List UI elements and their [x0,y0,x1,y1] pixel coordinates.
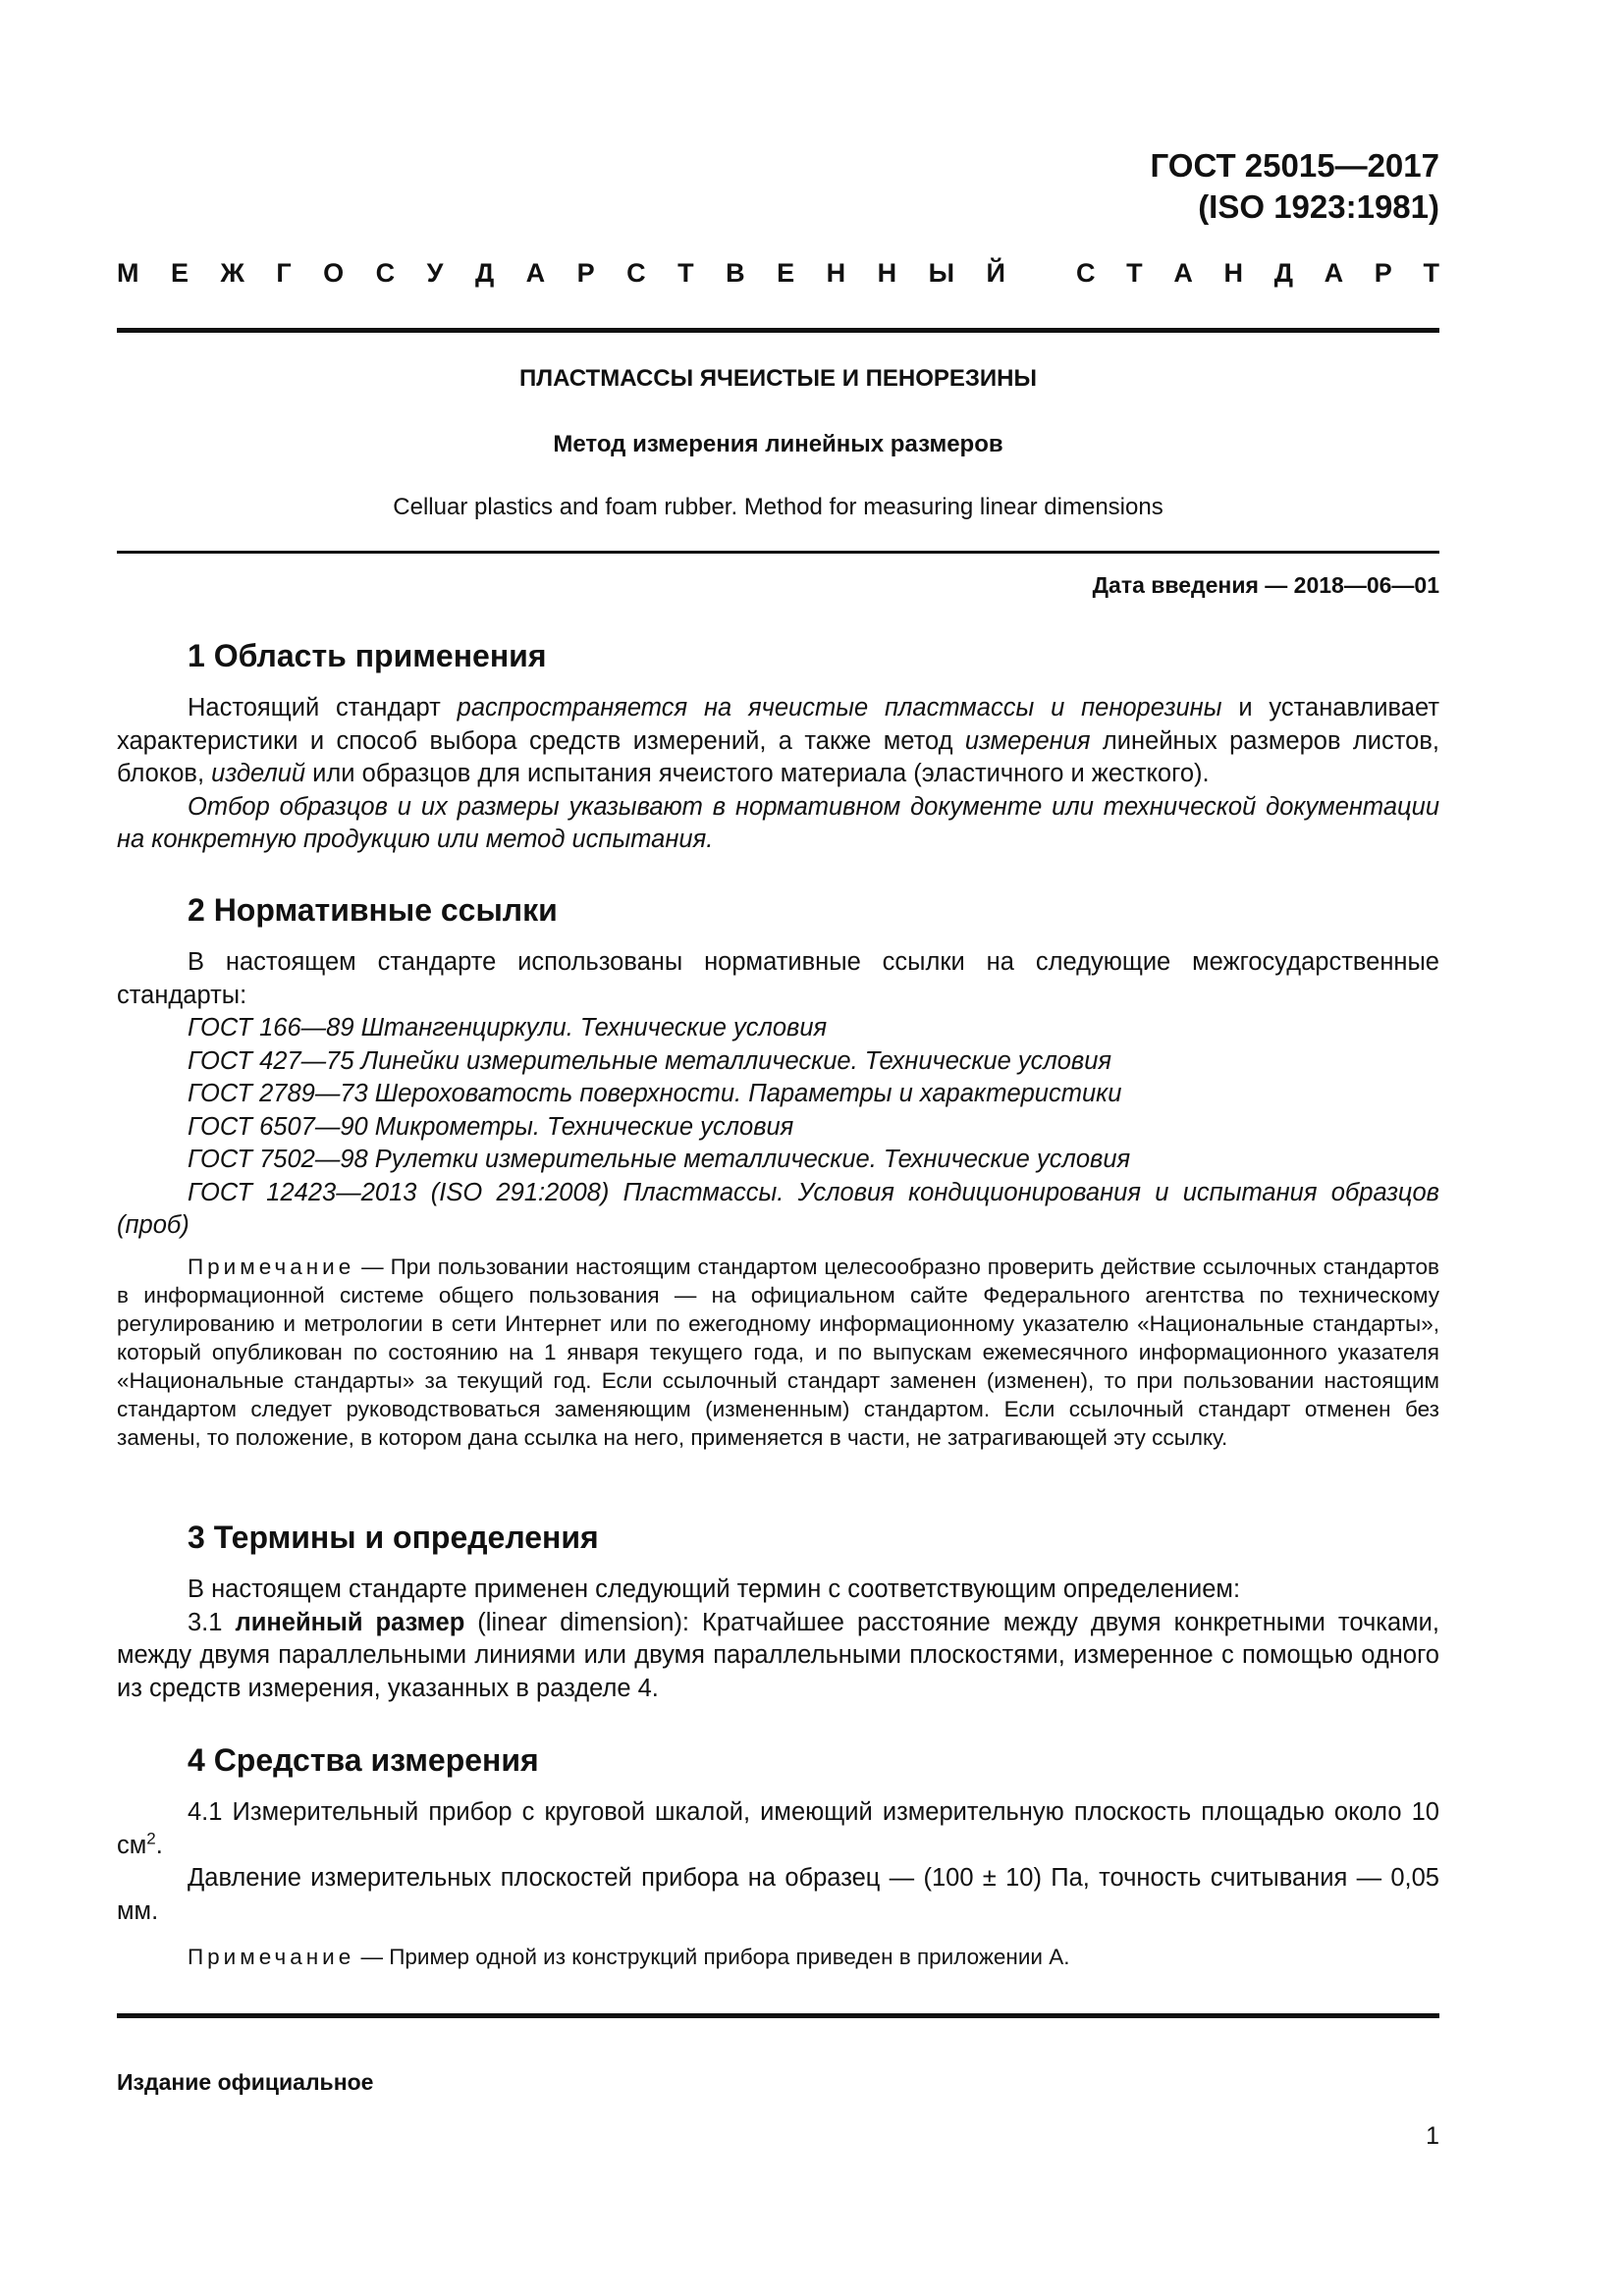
banner-letter: Ы [928,258,955,288]
banner-letter: Й [986,258,1005,288]
banner-letter: Т [677,258,694,288]
section-4-note [117,1943,1439,1971]
interstate-standard-banner [117,255,1439,291]
section-3-intro: В настоящем стандарте применен следующий термин с соответствующим определением: [188,1575,1241,1603]
document-page [117,0,1439,2296]
banner-letter: Ж [220,258,244,288]
section-1-paragraph-2: Отбор образцов и их размеры указывают в нормативном документе или технической документации на конкретную продукцию или метод испытания. [117,792,1439,853]
reference-item: ГОСТ 7502—98 Рулетки измерительные металлические. Технические условия [188,1146,1131,1173]
banner-letter: М [117,258,139,288]
section-1-paragraph-1: Настоящий стандарт распространяется на ячеистые пластмассы и пенорезины и устанавливает характеристики и способ выбора средств измерений, а также метод измерения линейных размеров листов, блоков, изделий или образцов для испытания ячеистого материала (эластичного и жесткого). [117,694,1440,787]
banner-word-interstate [117,255,1005,291]
banner-letter: С [626,258,646,288]
document-subtitle: Метод измерения линейных размеров [553,431,1003,457]
section-2-heading: 2 Нормативные ссылки [188,892,558,928]
reference-item: ГОСТ 12423—2013 (ISO 291:2008) Пластмассы. Условия кондиционирования и испытания образцов (проб) [117,1178,1439,1239]
section-4-heading: 4 Средства измерения [188,1742,539,1778]
section-2-intro: В настоящем стандарте использованы нормативные ссылки на следующие межгосударственные стандарты: [117,948,1439,1009]
note-label: Примечание [188,1945,355,1969]
banner-letter: А [525,258,546,288]
banner-letter: Т [1423,258,1439,288]
banner-letter: Н [1223,258,1244,288]
page-number: 1 [1426,2122,1439,2150]
banner-letter: С [375,258,396,288]
banner-letter: Г [276,258,292,288]
banner-letter: А [1173,258,1193,288]
section-3-body [117,1574,1439,1705]
banner-letter: В [726,258,745,288]
english-title: Celluar plastics and foam rubber. Method for measuring linear dimensions [393,494,1163,520]
banner-letter: Д [474,258,495,288]
note-label: Примечание [188,1255,355,1279]
footer-rule [117,2013,1439,2018]
term: линейный размер [235,1608,465,1636]
section-1-body [117,692,1439,857]
document-title: ПЛАСТМАССЫ ЯЧЕИСТЫЕ И ПЕНОРЕЗИНЫ [518,365,1037,392]
banner-letter: Т [1126,258,1143,288]
section-4-paragraph-2: Давление измерительных плоскостей прибора на образец — (100 ± 10) Па, точность считывания — 0,05 мм. [117,1864,1439,1925]
standard-identifier [1151,145,1439,228]
banner-letter: Р [1374,258,1392,288]
banner-letter: Р [576,258,595,288]
section-2-body [117,946,1439,1243]
banner-letter: Д [1273,258,1293,288]
introduction-date: Дата введения — 2018—06—01 [1092,572,1439,598]
banner-letter: С [1076,258,1096,288]
section-4-paragraph-1: 4.1 Измерительный прибор с круговой шкалой, имеющий измерительную плоскость площадью около 10 $см^2$. [117,1798,1439,1859]
official-edition-label: Издание официальное [117,2069,374,2095]
reference-item: ГОСТ 6507—90 Микрометры. Технические условия [188,1112,794,1141]
reference-item: ГОСТ 166—89 Штангенциркули. Технические условия [188,1014,828,1041]
reference-item: ГОСТ 427—75 Линейки измерительные металлические. Технические условия [188,1046,1112,1075]
note-text: — При пользовании настоящим стандартом целесообразно проверить действие ссылочных стандартов в информационной системе общего пользования — на официальном сайте Федерального агентства по техническому регулированию и метрологии в сети Интернет или по ежегодному информационному указателю «Национальные стандарты», который опубликован по состоянию на 1 января текущего года, и по выпускам ежемесячного информационного указателя «Национальные стандарты» за текущий год. Если ссылочный стандарт заменен (изменен), то при пользовании настоящим стандартом следует руководствоваться заменяющим (измененным) стандартом. Если ссылочный стандарт отменен без замены, то положение, в котором дана ссылка на него, применяется в части, не затрагивающей эту ссылку. [117,1255,1439,1450]
section-4-body [117,1796,1439,1928]
banner-letter: У [426,258,444,288]
banner-letter: А [1324,258,1344,288]
section-1-heading: 1 Область применения [188,638,547,673]
standard-number: ГОСТ 25015—2017 [1150,147,1439,184]
banner-word-standard [1076,255,1439,291]
term-definition: 3.1 линейный размер (linear dimension): Кратчайшее расстояние между двумя конкретными точками, между двумя параллельными линиями или двумя параллельными плоскостями, измеренное с помощью одного из средств измерения, указанных в разделе 4. [117,1608,1439,1702]
section-2-note [117,1253,1439,1452]
section-3-heading: 3 Термины и определения [188,1520,599,1555]
banner-letter: Е [777,258,795,288]
title-rule [117,551,1439,554]
note-text: — Пример одной из конструкций прибора приведен в приложении А. [354,1945,1070,1969]
header-rule [117,328,1439,333]
reference-item: ГОСТ 2789—73 Шероховатость поверхности. Параметры и характеристики [188,1080,1122,1107]
banner-letter: Н [826,258,846,288]
banner-letter: Е [170,258,189,288]
banner-letter: О [323,258,345,288]
banner-letter: Н [877,258,897,288]
iso-reference: (ISO 1923:1981) [1198,188,1439,225]
